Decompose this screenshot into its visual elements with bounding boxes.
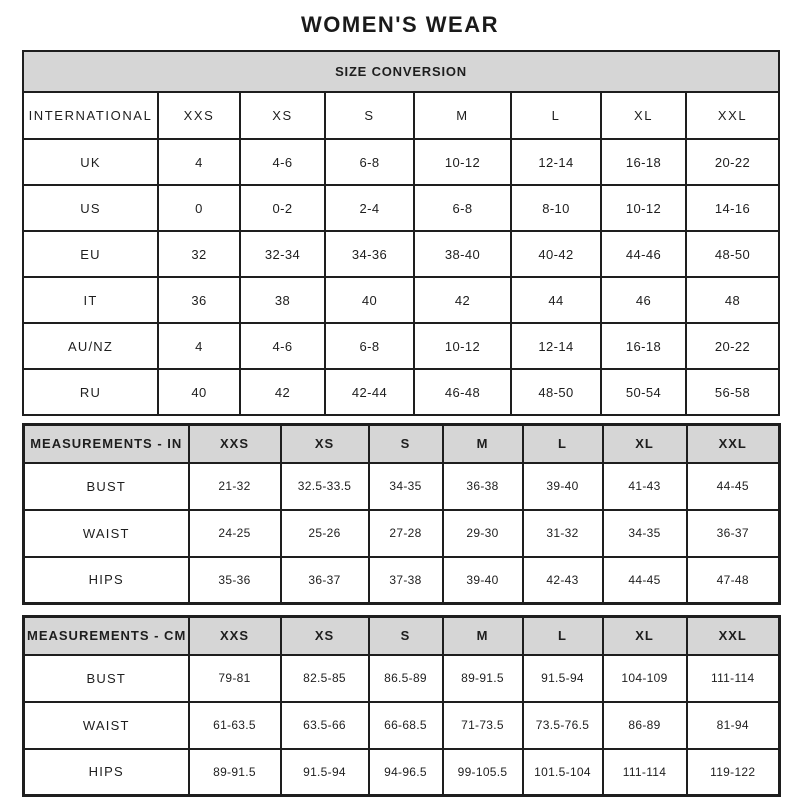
table-header-row	[23, 92, 779, 139]
page-title: WOMEN'S WEAR	[301, 12, 499, 37]
size-cell: 6-8	[325, 323, 414, 369]
size-cell: 32.5-33.5	[281, 463, 369, 510]
column-header: XXL	[687, 617, 780, 655]
size-cell: 40-42	[511, 231, 601, 277]
table-row	[24, 510, 780, 557]
size-cell: 6-8	[414, 185, 511, 231]
size-cell: 25-26	[281, 510, 369, 557]
column-header: MEASUREMENTS - CM	[24, 617, 189, 655]
column-header: M	[443, 617, 523, 655]
size-cell: 36-37	[281, 557, 369, 604]
row-label: HIPS	[24, 749, 189, 796]
size-cell: 0	[158, 185, 240, 231]
size-cell: 42-43	[523, 557, 603, 604]
size-cell: 99-105.5	[443, 749, 523, 796]
size-cell: 36-37	[687, 510, 780, 557]
size-cell: 40	[158, 369, 240, 415]
size-conversion-table	[22, 50, 780, 416]
size-cell: 24-25	[189, 510, 281, 557]
row-label: US	[23, 185, 158, 231]
size-cell: 63.5-66	[281, 702, 369, 749]
column-header: XL	[603, 425, 687, 463]
size-cell: 10-12	[414, 323, 511, 369]
size-cell: 37-38	[369, 557, 443, 604]
size-cell: 44-45	[603, 557, 687, 604]
column-header: XS	[281, 425, 369, 463]
size-cell: 34-36	[325, 231, 414, 277]
size-cell: 82.5-85	[281, 655, 369, 702]
size-cell: 42-44	[325, 369, 414, 415]
size-cell: 91.5-94	[523, 655, 603, 702]
row-label: AU/NZ	[23, 323, 158, 369]
size-cell: 35-36	[189, 557, 281, 604]
table-row	[23, 369, 779, 415]
size-cell: 10-12	[601, 185, 686, 231]
size-cell: 111-114	[687, 655, 780, 702]
size-cell: 4-6	[240, 139, 325, 185]
table-banner: SIZE CONVERSION	[23, 51, 779, 92]
size-cell: 32-34	[240, 231, 325, 277]
column-header: XXL	[687, 425, 780, 463]
size-cell: 14-16	[686, 185, 779, 231]
size-cell: 91.5-94	[281, 749, 369, 796]
size-cell: 38	[240, 277, 325, 323]
table-row	[23, 323, 779, 369]
size-cell: 73.5-76.5	[523, 702, 603, 749]
size-cell: 31-32	[523, 510, 603, 557]
column-header: XL	[603, 617, 687, 655]
row-label: BUST	[24, 655, 189, 702]
size-cell: 42	[240, 369, 325, 415]
column-header: L	[523, 425, 603, 463]
row-label: EU	[23, 231, 158, 277]
column-header: XS	[281, 617, 369, 655]
size-cell: 56-58	[686, 369, 779, 415]
table-header-row	[24, 617, 780, 655]
column-header: XS	[240, 92, 325, 139]
size-cell: 39-40	[523, 463, 603, 510]
size-cell: 48-50	[511, 369, 601, 415]
size-cell: 4	[158, 139, 240, 185]
row-label: RU	[23, 369, 158, 415]
measurements-cm-table	[22, 615, 781, 797]
size-cell: 32	[158, 231, 240, 277]
size-cell: 79-81	[189, 655, 281, 702]
size-cell: 4	[158, 323, 240, 369]
size-cell: 40	[325, 277, 414, 323]
size-cell: 34-35	[369, 463, 443, 510]
size-cell: 89-91.5	[443, 655, 523, 702]
size-cell: 61-63.5	[189, 702, 281, 749]
size-cell: 20-22	[686, 139, 779, 185]
size-cell: 48	[686, 277, 779, 323]
size-cell: 89-91.5	[189, 749, 281, 796]
column-header: S	[369, 617, 443, 655]
row-label: UK	[23, 139, 158, 185]
size-cell: 39-40	[443, 557, 523, 604]
size-cell: 104-109	[603, 655, 687, 702]
size-cell: 86-89	[603, 702, 687, 749]
size-cell: 8-10	[511, 185, 601, 231]
size-cell: 44	[511, 277, 601, 323]
size-cell: 86.5-89	[369, 655, 443, 702]
size-cell: 21-32	[189, 463, 281, 510]
size-cell: 41-43	[603, 463, 687, 510]
column-header: L	[511, 92, 601, 139]
row-label: WAIST	[24, 702, 189, 749]
column-header: MEASUREMENTS - IN	[24, 425, 189, 463]
table-row	[24, 557, 780, 604]
table-row	[24, 655, 780, 702]
size-cell: 4-6	[240, 323, 325, 369]
size-cell: 36	[158, 277, 240, 323]
size-cell: 16-18	[601, 323, 686, 369]
size-cell: 71-73.5	[443, 702, 523, 749]
size-cell: 20-22	[686, 323, 779, 369]
column-header: S	[325, 92, 414, 139]
size-cell: 36-38	[443, 463, 523, 510]
size-cell: 111-114	[603, 749, 687, 796]
size-cell: 46-48	[414, 369, 511, 415]
table-row	[23, 139, 779, 185]
size-cell: 0-2	[240, 185, 325, 231]
size-cell: 16-18	[601, 139, 686, 185]
size-cell: 10-12	[414, 139, 511, 185]
table-row	[23, 185, 779, 231]
table-header-row	[24, 425, 780, 463]
row-label: WAIST	[24, 510, 189, 557]
size-cell: 47-48	[687, 557, 780, 604]
column-header: M	[443, 425, 523, 463]
size-cell: 101.5-104	[523, 749, 603, 796]
size-cell: 42	[414, 277, 511, 323]
size-cell: 50-54	[601, 369, 686, 415]
size-cell: 48-50	[686, 231, 779, 277]
row-label: IT	[23, 277, 158, 323]
column-header: INTERNATIONAL	[23, 92, 158, 139]
column-header: XXS	[189, 425, 281, 463]
row-label: BUST	[24, 463, 189, 510]
column-header: XXS	[189, 617, 281, 655]
size-cell: 44-45	[687, 463, 780, 510]
table-row	[23, 277, 779, 323]
row-label: HIPS	[24, 557, 189, 604]
column-header: L	[523, 617, 603, 655]
table-row	[23, 231, 779, 277]
size-cell: 29-30	[443, 510, 523, 557]
table-row	[24, 463, 780, 510]
size-cell: 6-8	[325, 139, 414, 185]
size-cell: 12-14	[511, 323, 601, 369]
size-cell: 44-46	[601, 231, 686, 277]
size-cell: 2-4	[325, 185, 414, 231]
size-cell: 46	[601, 277, 686, 323]
size-cell: 12-14	[511, 139, 601, 185]
size-cell: 27-28	[369, 510, 443, 557]
column-header: XL	[601, 92, 686, 139]
measurements-in-table	[22, 423, 781, 605]
size-cell: 66-68.5	[369, 702, 443, 749]
column-header: S	[369, 425, 443, 463]
column-header: XXL	[686, 92, 779, 139]
size-cell: 81-94	[687, 702, 780, 749]
column-header: M	[414, 92, 511, 139]
table-row	[24, 749, 780, 796]
column-header: XXS	[158, 92, 240, 139]
table-row	[24, 702, 780, 749]
size-cell: 119-122	[687, 749, 780, 796]
table-banner-row	[23, 51, 779, 92]
size-cell: 38-40	[414, 231, 511, 277]
size-cell: 34-35	[603, 510, 687, 557]
size-cell: 94-96.5	[369, 749, 443, 796]
